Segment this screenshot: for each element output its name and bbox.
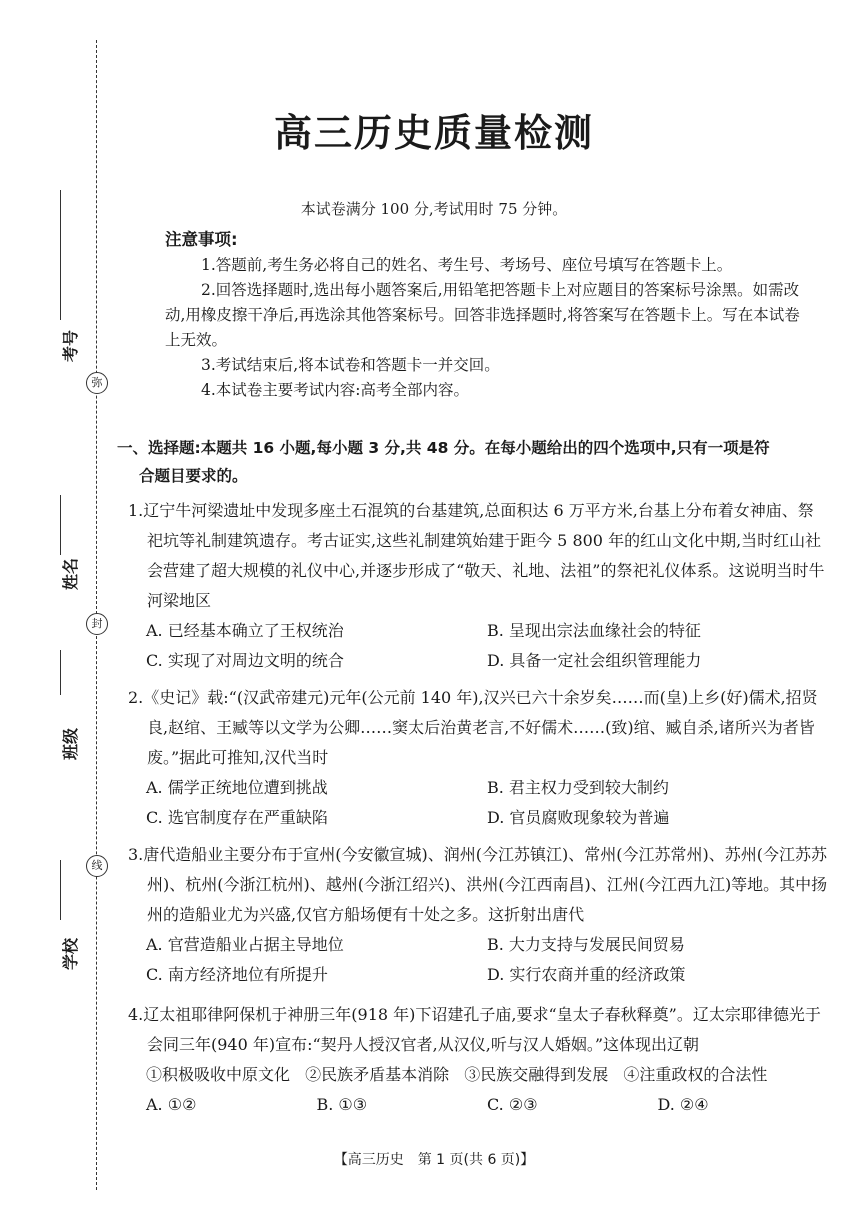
option-c: C. ②③ xyxy=(487,1095,538,1114)
option-a: A. 已经基本确立了王权统治 xyxy=(146,621,344,640)
field-name-label: 姓名 xyxy=(61,557,80,590)
question-options xyxy=(128,616,828,676)
option-b: B. 君主权力受到较大制约 xyxy=(487,778,669,797)
option-d: D. 实行农商并重的经济政策 xyxy=(487,965,686,984)
section-heading xyxy=(117,434,827,490)
question-stem: 3.唐代造船业主要分布于宣州(今安徽宣城)、润州(今江苏镇江)、常州(今江苏常州)、苏州(今江苏苏州)、杭州(今浙江杭州)、越州(今浙江绍兴)、洪州(今江西南昌)、江州(今江西九江)等地。其中扬州的造船业尤为兴盛,仅官方船场便有十处之多。这折射出唐代 xyxy=(128,845,828,924)
seal-mark-xian: 线 xyxy=(86,855,108,877)
option-d: D. 官员腐败现象较为普遍 xyxy=(487,808,670,827)
field-class-label: 班级 xyxy=(61,727,80,760)
option-c: C. 南方经济地位有所提升 xyxy=(146,965,328,984)
field-school-label: 学校 xyxy=(61,937,80,970)
question-4 xyxy=(128,1000,828,1120)
question-options xyxy=(128,773,828,833)
notice-heading: 注意事项: xyxy=(165,230,238,249)
seal-mark-feng: 封 xyxy=(86,613,108,635)
notice-list xyxy=(165,253,805,403)
question-statements xyxy=(128,1060,828,1090)
question-stem: 4.辽太祖耶律阿保机于神册三年(918 年)下诏建孔子庙,要求“皇太子春秋释奠”。辽太宗耶律德光于会同三年(940 年)宣布:“契丹人授汉官者,从汉仪,听与汉人婚姻。”这体现出辽朝 xyxy=(128,1005,821,1054)
question-options xyxy=(128,930,828,990)
option-d: D. ②④ xyxy=(657,1095,709,1114)
question-1 xyxy=(128,496,828,676)
field-class xyxy=(28,650,80,770)
statement-1: ①积极吸收中原文化 xyxy=(146,1065,291,1084)
question-options xyxy=(128,1090,828,1120)
option-b: B. 大力支持与发展民间贸易 xyxy=(487,935,685,954)
page-title: 高三历史质量检测 xyxy=(273,111,594,155)
notice-item: 2.回答选择题时,选出每小题答案后,用铅笔把答题卡上对应题目的答案标号涂黑。如需改动,用橡皮擦干净后,再选涂其他答案标号。回答非选择题时,将答案写在答题卡上。写在本试卷上无效。 xyxy=(165,281,800,349)
statement-4: ④注重政权的合法性 xyxy=(623,1065,768,1084)
seal-mark-mi: 弥 xyxy=(86,372,108,394)
option-d: D. 具备一定社会组织管理能力 xyxy=(487,651,702,670)
option-b: B. ①③ xyxy=(316,1095,368,1114)
notice-item: 4.本试卷主要考试内容:高考全部内容。 xyxy=(201,381,470,399)
exam-intro: 本试卷满分 100 分,考试用时 75 分钟。 xyxy=(300,200,568,218)
notice-item: 1.答题前,考生务必将自己的姓名、考生号、考场号、座位号填写在答题卡上。 xyxy=(201,256,733,274)
option-b: B. 呈现出宗法血缘社会的特征 xyxy=(487,621,701,640)
question-2 xyxy=(128,683,828,833)
question-3 xyxy=(128,840,828,990)
field-name xyxy=(28,495,80,655)
option-c: C. 实现了对周边文明的统合 xyxy=(146,651,344,670)
question-stem: 2.《史记》载:“(汉武帝建元)元年(公元前 140 年),汉兴已六十余岁矣……而(皇)上乡(好)儒术,招贤良,赵绾、王臧等以文学为公卿……窦太后治黄老言,不好儒术……(致)绾、臧自杀,诸所兴为者皆废。”据此可推知,汉代当时 xyxy=(128,688,818,767)
option-a: A. 儒学正统地位遭到挑战 xyxy=(146,778,328,797)
statement-2: ②民族矛盾基本消除 xyxy=(305,1065,450,1084)
notice-item: 3.考试结束后,将本试卷和答题卡一并交回。 xyxy=(201,356,500,374)
option-a: A. ①② xyxy=(146,1095,197,1114)
section-heading-line1: 一、选择题:本题共 16 小题,每小题 3 分,共 48 分。在每小题给出的四个选项中,只有一项是符 xyxy=(117,439,770,457)
section-heading-line2: 合题目要求的。 xyxy=(139,467,248,485)
page-footer: 【高三历史 第 1 页(共 6 页)】 xyxy=(333,1152,535,1168)
field-exam-number-label: 考号 xyxy=(61,329,80,362)
option-c: C. 选官制度存在严重缺陷 xyxy=(146,808,328,827)
option-a: A. 官营造船业占据主导地位 xyxy=(146,935,344,954)
field-school xyxy=(28,860,80,980)
statement-3: ③民族交融得到发展 xyxy=(464,1065,609,1084)
question-stem: 1.辽宁牛河梁遗址中发现多座土石混筑的台基建筑,总面积达 6 万平方米,台基上分布着女神庙、祭祀坑等礼制建筑遗存。考古证实,这些礼制建筑始建于距今 5 800 年的红山文化中期,当时红山社会营建了超大规模的礼仪中心,并逐步形成了“敬天、礼地、法祖”的祭祀礼仪体系。这说明当时牛河梁地区 xyxy=(128,501,825,610)
